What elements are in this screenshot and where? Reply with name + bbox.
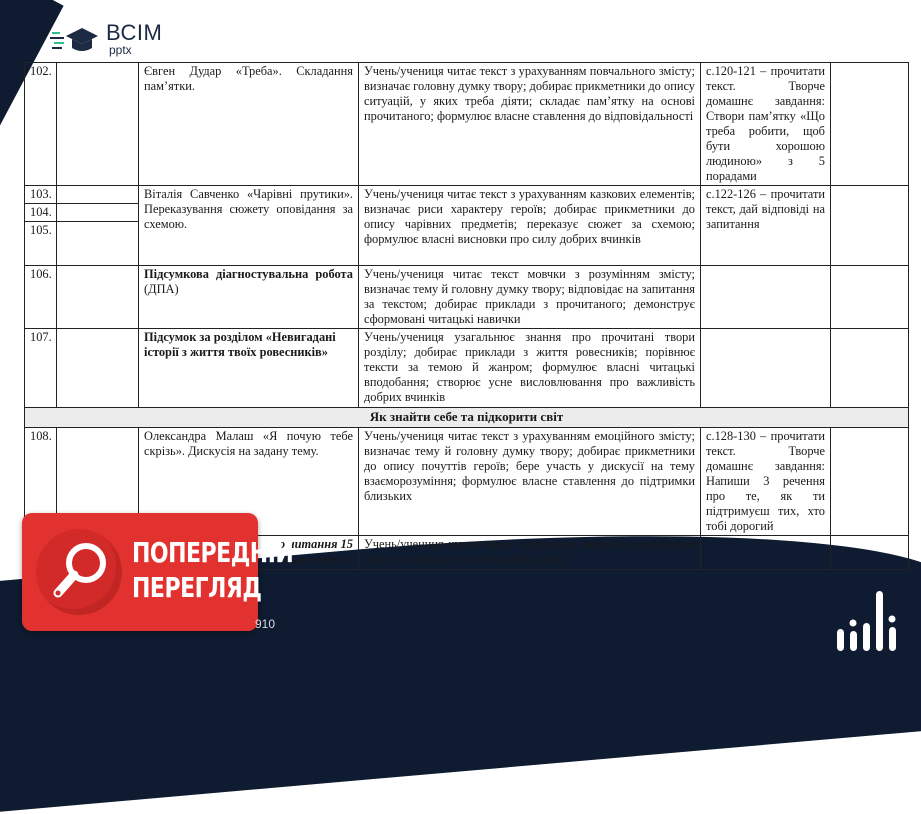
date-cell: [57, 63, 139, 186]
homework: [701, 329, 831, 408]
magnifier-icon: [36, 529, 122, 615]
graduation-cap-icon: [50, 24, 100, 54]
section-title: Як знайти себе та підкорити світ: [25, 408, 909, 428]
date-cell: [57, 204, 139, 222]
lesson-topic: Олександра Малаш «Я почую тебе скрізь». Дискусія на задану тему.: [139, 428, 359, 536]
notes-cell: [831, 536, 909, 570]
learning-outcomes: Учень/учениця читає текст з урахуванням казкових елементів; визначає риси характеру героїв; добирає прикметники до опису чарівних предметів; переказує сюжет за схемою; формулює власні висновки про силу добрих вчинків: [359, 186, 701, 266]
notes-cell: [831, 329, 909, 408]
learning-outcomes: Учень/учениця узагальнює знання про прочитані твори розділу; добирає приклади з життя ровесників; порівнює тексти за темою й жанром; формулює власні читацькі вподобання; створює усне висловлювання про важливість добрих вчинків: [359, 329, 701, 408]
lesson-number: 107.: [25, 329, 57, 408]
lesson-number: 103.: [25, 186, 57, 204]
homework: с.128-130 – прочитати текст. Творче домашнє завдання: Напиши 3 речення про те, як ти підтримуєш тих, хто тобі дорогий: [701, 428, 831, 536]
lesson-topic: Підсумок за розділом «Невигадані історії з життя твоїх ровесників»: [139, 329, 359, 408]
logo-subtitle: pptx: [109, 43, 132, 57]
learning-outcomes: Учень/учениця читає текст мовчки з розумінням змісту; визначає тему й головну думку твору; відповідає на запитання за текстом; добирає приклади з прочитаного; демонструє сформовані читацькі навички: [359, 266, 701, 329]
lesson-number: 108.: [25, 428, 57, 536]
homework: [701, 536, 831, 570]
logo-title: ВСІМ: [106, 20, 163, 45]
table-row: [25, 266, 909, 329]
homework: [701, 266, 831, 329]
page-number: 910: [255, 617, 276, 631]
date-cell: [57, 222, 139, 266]
topic-rest: (ДПА): [144, 282, 179, 296]
topic-line-2: письменників»: [276, 552, 353, 566]
table-row: [25, 329, 909, 408]
notes-cell: [831, 266, 909, 329]
date-cell: [57, 186, 139, 204]
topic-bold: Підсумкова діагностувальна робота: [144, 267, 353, 281]
brand-bars-icon: [831, 581, 911, 651]
notes-cell: [831, 428, 909, 536]
learning-outcomes: Учень/учениця читає текст з урахуванням емоційного змісту; визначає тему й головну думку твору; добирає прикметники до опису почуттів героїв; бере участь у дискусії на тему взаєморозуміння; формулює власне ставлення до підтримки близьких: [359, 428, 701, 536]
lesson-topic: Віталія Савченко «Чарівні прутики». Переказування сюжету оповідання за схемою.: [139, 186, 359, 266]
learning-outcomes: Учень/учениця читає текст з урахуванням повчального змісту; визначає головну думку твору; добирає прикметники до опису ситуацій, у яких треба діяти; складає пам’ятку на основі прочитаного; формулює власне ставлення до відповідальності: [359, 63, 701, 186]
lesson-number: 106.: [25, 266, 57, 329]
lesson-topic: Євген Дудар «Треба». Складання пам’ятки.: [139, 63, 359, 186]
homework: с.122-126 – прочитати текст, дай відповіді на запитання: [701, 186, 831, 266]
lesson-number: 102.: [25, 63, 57, 186]
preview-label: [132, 537, 293, 607]
notes-cell: [831, 186, 909, 266]
learning-outcomes: Учень/учениця читає твори зарубіжних авторів з розумінням змісту; визначає тему й головну думку: [359, 536, 701, 570]
lesson-plan-table: [24, 62, 909, 570]
table-row: [25, 63, 909, 186]
notes-cell: [831, 63, 909, 186]
lesson-number: 105.: [25, 222, 57, 266]
lesson-topic: [139, 266, 359, 329]
table-row: [25, 186, 909, 204]
logo: [50, 22, 162, 56]
date-cell: [57, 329, 139, 408]
date-cell: [57, 266, 139, 329]
homework: с.120-121 – прочитати текст. Творче домашнє завдання: Створи пам’ятку «Що треба робити, щоб бути хорошою людиною» з 5 порадами: [701, 63, 831, 186]
topic-line-1: о читання 15: [278, 537, 353, 551]
preview-line-1: ПОПЕРЕДНІЙ: [132, 538, 294, 570]
lesson-number: 104.: [25, 204, 57, 222]
preview-line-2: ПЕРЕГЛЯД: [132, 573, 262, 605]
section-header-row: [25, 408, 909, 428]
